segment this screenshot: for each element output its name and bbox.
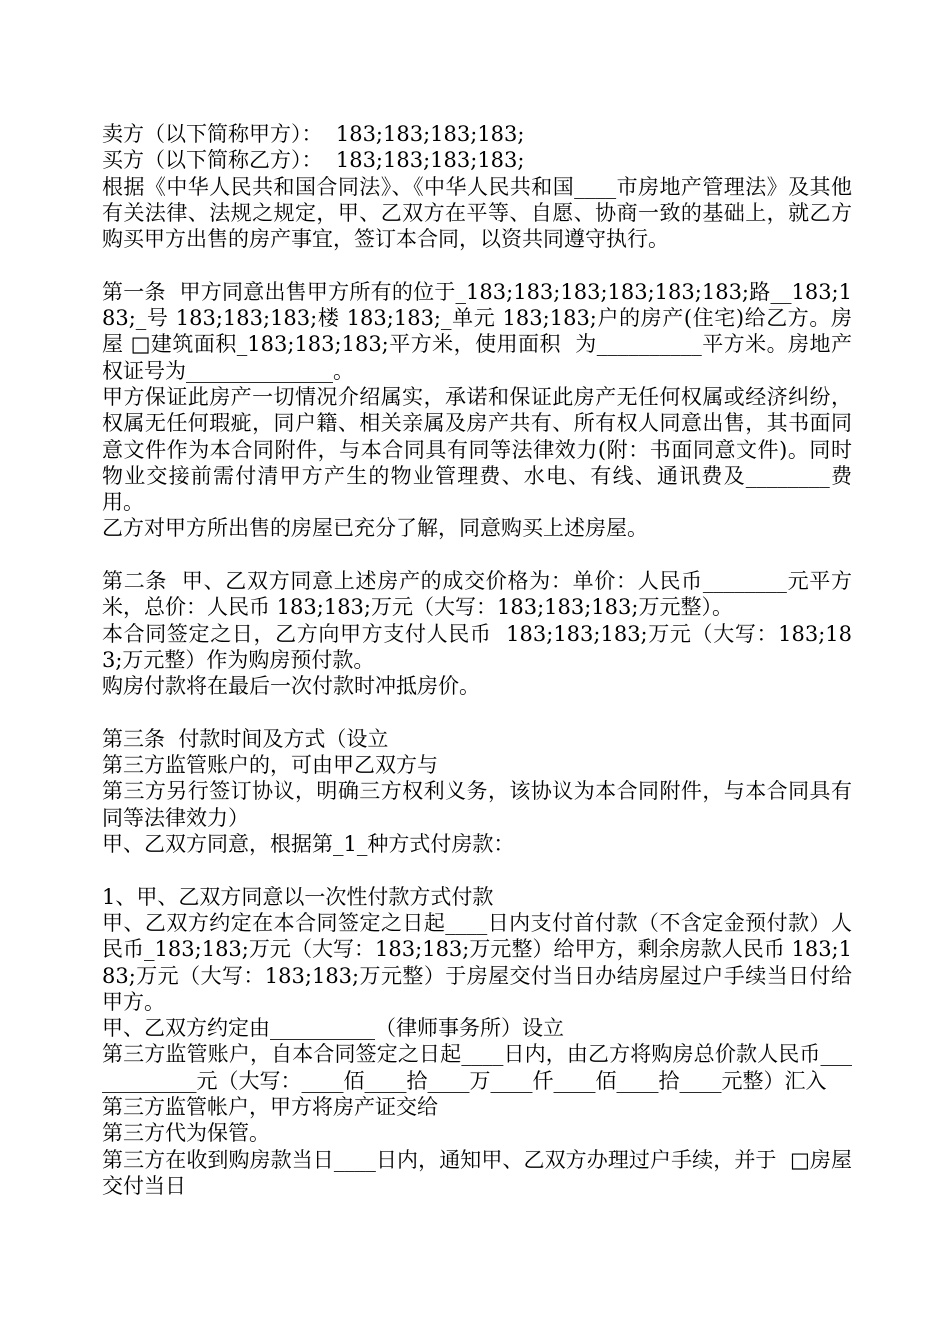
offset-paragraph: 购房付款将在最后一次付款时冲抵房价。: [102, 674, 480, 699]
payment-option-1-heading: 1、甲、乙双方同意以一次性付款方式付款: [102, 884, 494, 909]
buyer-acknowledgement-paragraph: 乙方对甲方所出售的房屋已充分了解，同意购买上述房屋。: [102, 516, 648, 541]
contract-document: [102, 121, 852, 1199]
transfer-procedure-paragraph: 第三方在收到购房款当日____日内，通知甲、乙双方办理过户手续，并于 □房屋交付当日: [102, 1147, 852, 1198]
escrow-setup-paragraph: 甲、乙双方约定由__________（律师事务所）设立: [102, 1016, 564, 1041]
buyer-line: 买方（以下简称乙方）： 183;183;183;183;: [102, 148, 525, 173]
payment-method-selection: 甲、乙双方同意，根据第_1_种方式付房款：: [102, 832, 515, 857]
paragraph-gap: [102, 252, 852, 278]
escrow-transfer-paragraph: 第三方监管账户，自本合同签定之日起____日内，由乙方将购房总价款人民币____________元（大写：____佰____拾____万____仟____佰____拾____元整）汇入: [102, 1042, 852, 1093]
article-2-paragraph: 第二条 甲、乙双方同意上述房产的成交价格为：单价：人民币________元平方米，总价：人民币 183;183;万元（大写：183;183;183;万元整）。: [102, 569, 852, 620]
prepayment-paragraph: 本合同签定之日，乙方向甲方支付人民币 183;183;183;万元（大写：183;183;万元整）作为购房预付款。: [102, 621, 852, 672]
article-3-line-3: 第三方另行签订协议，明确三方权利义务，该协议为本合同附件，与本合同具有同等法律效力）: [102, 779, 852, 830]
article-3-heading: 第三条 付款时间及方式（设立: [102, 726, 389, 751]
article-3-line-2: 第三方监管账户的，可由甲乙双方与: [102, 753, 438, 778]
paragraph-gap: [102, 700, 852, 726]
custody-paragraph: 第三方代为保管。: [102, 1121, 270, 1146]
paragraph-gap: [102, 857, 852, 883]
down-payment-paragraph: 甲、乙双方约定在本合同签定之日起____日内支付首付款（不含定金预付款）人民币_183;183;万元（大写：183;183;万元整）给甲方，剩余房款人民币 183;183;万元（大写：183;183;万元整）于房屋交付当日办结房屋过户手续当日付给甲方。: [102, 910, 852, 1014]
seller-guarantee-paragraph: 甲方保证此房产一切情况介绍属实，承诺和保证此房产无任何权属或经济纠纷，权属无任何瑕疵，同户籍、相关亲属及房产共有、所有权人同意出售，其书面同意文件作为本合同附件，与本合同具有同等法律效力(附：书面同意文件)。同时物业交接前需付清甲方产生的物业管理费、水电、有线、通讯费及________费用。: [102, 384, 852, 515]
article-1-paragraph: 第一条 甲方同意出售甲方所有的位于_183;183;183;183;183;183;路__183;183;_号 183;183;183;楼 183;183;_单元 183;183;户的房产(住宅)给乙方。房屋 □建筑面积_183;183;183;平方米，使用面积 为__________平方米。房地产权证号为______________。: [102, 279, 852, 383]
seller-line: 卖方（以下简称甲方）： 183;183;183;183;: [102, 122, 525, 146]
preamble-paragraph: 根据《中华人民共和国合同法》、《中华人民共和国____市房地产管理法》及其他有关法律、法规之规定，甲、乙双方在平等、自愿、协商一致的基础上，就乙方购买甲方出售的房产事宜，签订本合同，以资共同遵守执行。: [102, 174, 852, 252]
paragraph-gap: [102, 542, 852, 568]
certificate-handover-paragraph: 第三方监管帐户，甲方将房产证交给: [102, 1094, 438, 1119]
